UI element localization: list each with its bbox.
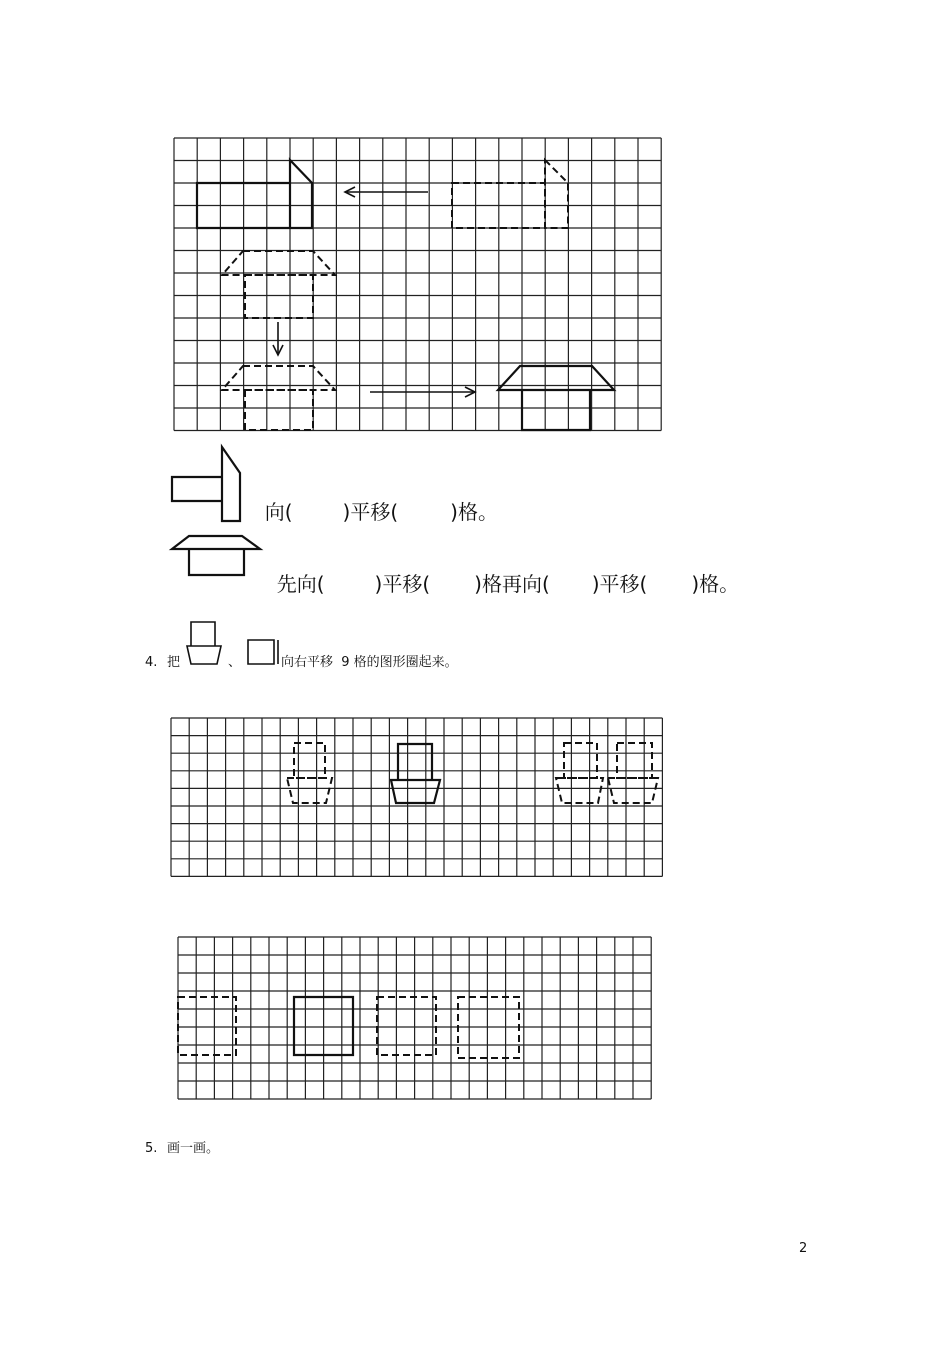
q4-separator: 、 xyxy=(228,655,242,670)
q4-text-b: 向右平移 9 格的图形圈起来。 xyxy=(281,655,458,670)
q3-line2-text-b: )平移( xyxy=(374,572,431,596)
grid-3-lines xyxy=(178,937,651,1099)
q3-line2-text-a: 先向( xyxy=(276,572,325,596)
q3-line2-text-d: )平移( xyxy=(591,572,648,596)
q5-number: 5. xyxy=(145,1141,158,1156)
dashed-square-1 xyxy=(178,997,236,1055)
q4-text-a: 把 xyxy=(167,655,181,670)
q5-text: 画一画。 xyxy=(167,1141,220,1156)
q3-line1-text-b: )平移( xyxy=(342,500,399,524)
page-number: 2 xyxy=(799,1241,808,1256)
q4-number: 4. xyxy=(145,655,158,670)
q3-line1-text-a: 向( xyxy=(264,500,293,524)
dashed-square-2 xyxy=(377,997,436,1055)
q3-line2-text-c: )格再向( xyxy=(474,572,550,596)
q3-line2-text-e: )格。 xyxy=(691,572,740,596)
q3-line1-text-c: )格。 xyxy=(450,500,498,524)
